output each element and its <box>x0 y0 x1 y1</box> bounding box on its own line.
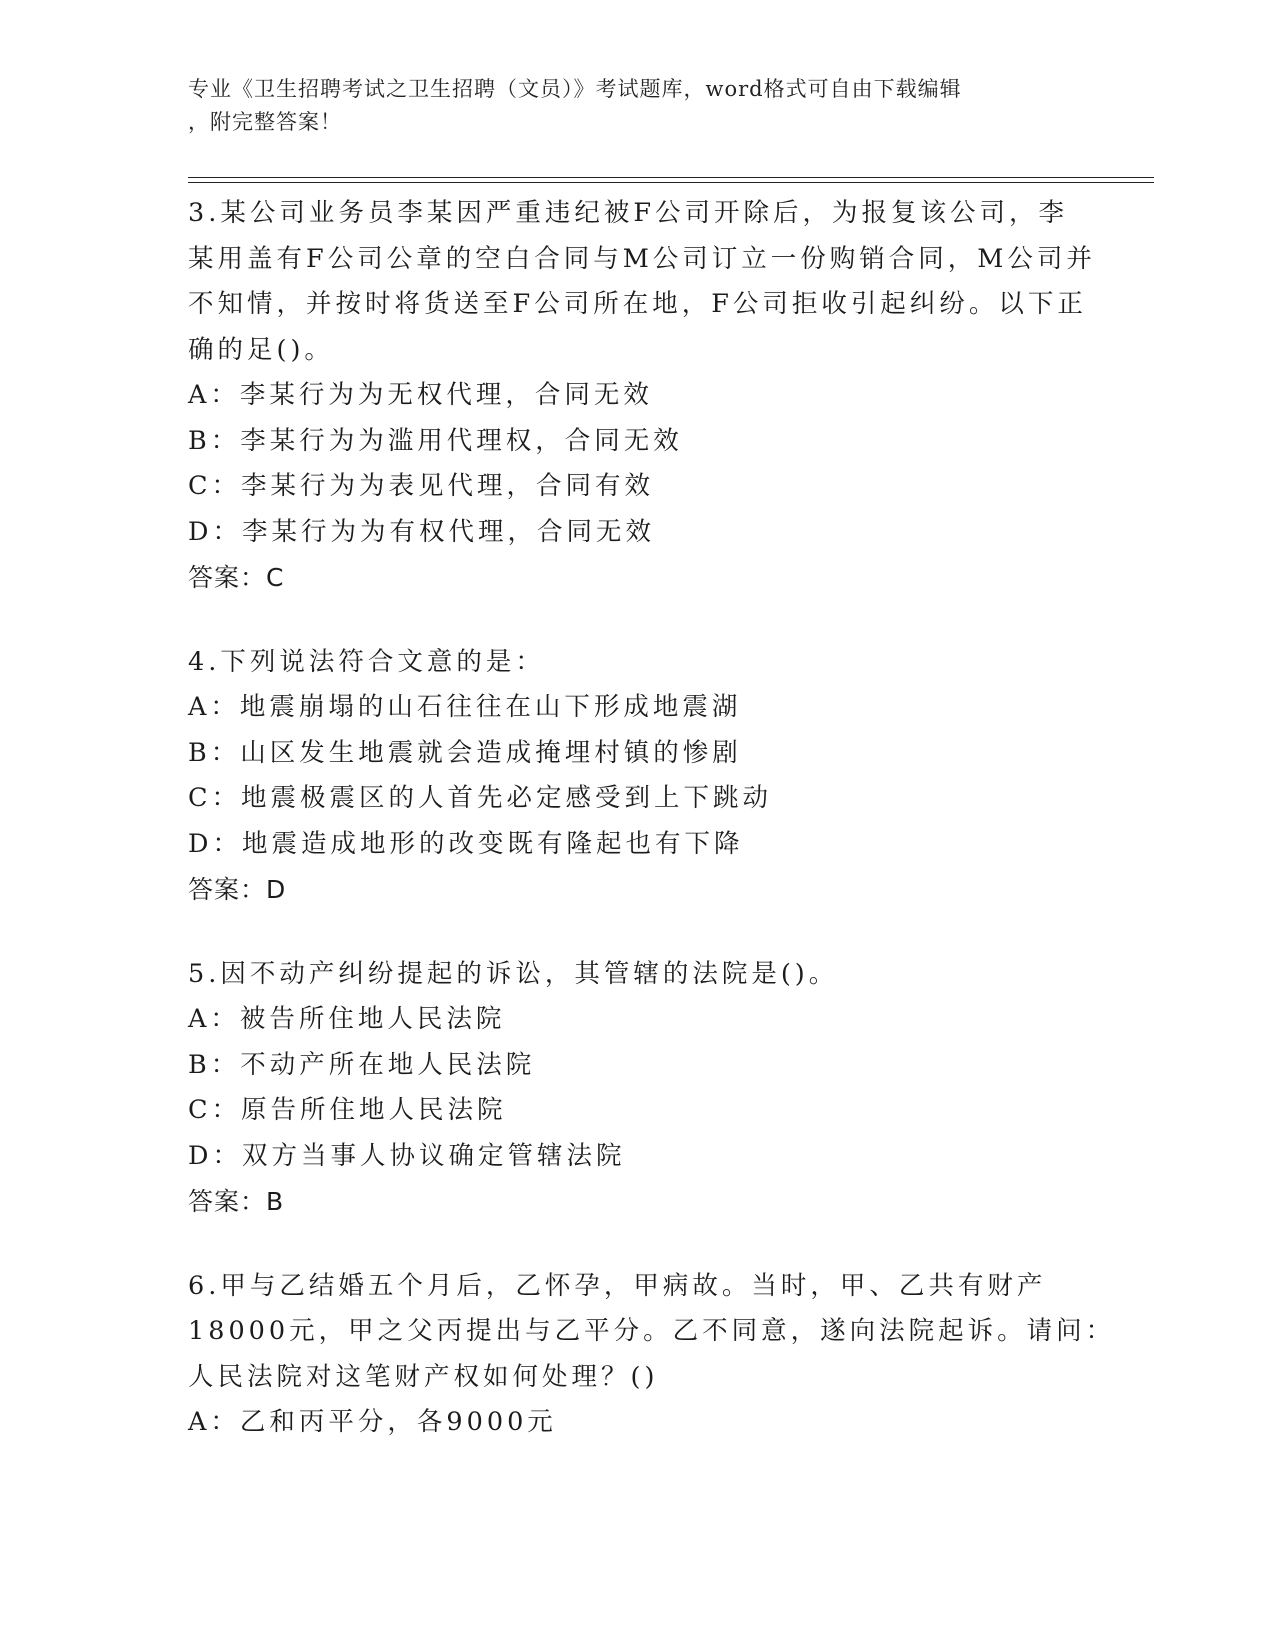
option-b: B：李某行为为滥用代理权，合同无效 <box>188 425 683 456</box>
header-line: ，附完整答案！ <box>188 110 342 134</box>
document-header <box>188 73 1088 139</box>
question-stem <box>188 191 1096 373</box>
stem-line: 3.某公司业务员李某因严重违纪被F公司开除后，为报复该公司，李 <box>188 198 1069 228</box>
option-a: A：地震崩塌的山石往往在山下形成地震湖 <box>188 692 742 722</box>
question-item <box>188 1264 1116 1446</box>
answer-line: 答案：C <box>188 563 285 592</box>
question-stem <box>188 952 1088 998</box>
question-item <box>188 952 1088 1225</box>
answer-line: 答案：D <box>188 875 287 904</box>
stem-line: 某用盖有F公司公章的空白合同与M公司订立一份购销合同，M公司并 <box>188 243 1096 274</box>
header-line: 专业《卫生招聘考试之卫生招聘（文员）》考试题库，word格式可自由下载编辑 <box>188 77 962 101</box>
option-d: D：双方当事人协议确定管辖法院 <box>188 1140 626 1171</box>
question-stem <box>188 640 1088 686</box>
question-list <box>188 191 1116 1485</box>
stem-line: 6.甲与乙结婚五个月后，乙怀孕，甲病故。当时，甲、乙共有财产 <box>188 1270 1047 1301</box>
option-c: C：地震极震区的人首先必定感受到上下跳动 <box>188 783 773 813</box>
stem-line: 人民法院对这笔财产权如何处理？() <box>188 1361 659 1392</box>
option-a: A：被告所住地人民法院 <box>188 1004 506 1034</box>
option-d: D：地震造成地形的改变既有隆起也有下降 <box>188 828 744 859</box>
header-divider-bottom <box>188 182 1154 183</box>
stem-line: 18000元，甲之父丙提出与乙平分。乙不同意，遂向法院起诉。请问： <box>188 1316 1116 1346</box>
option-b: B：不动产所在地人民法院 <box>188 1049 536 1080</box>
option-c: C：李某行为为表见代理，合同有效 <box>188 471 655 501</box>
header-divider-top <box>188 177 1154 178</box>
option-a: A：乙和丙平分，各9000元 <box>188 1407 557 1437</box>
option-a: A：李某行为为无权代理，合同无效 <box>188 380 653 410</box>
question-item <box>188 191 1096 601</box>
stem-line: 确的足()。 <box>188 334 334 365</box>
stem-line: 5.因不动产纠纷提起的诉讼，其管辖的法院是()。 <box>188 958 839 989</box>
option-b: B：山区发生地震就会造成掩埋村镇的惨剧 <box>188 737 742 768</box>
stem-line: 不知情，并按时将货送至F公司所在地，F公司拒收引起纠纷。以下正 <box>188 289 1087 319</box>
question-stem <box>188 1264 1116 1401</box>
stem-line: 4.下列说法符合文意的是： <box>188 646 545 677</box>
option-c: C：原告所住地人民法院 <box>188 1095 507 1125</box>
option-d: D：李某行为为有权代理，合同无效 <box>188 516 655 547</box>
question-item <box>188 640 1088 913</box>
answer-line: 答案：B <box>188 1187 285 1216</box>
